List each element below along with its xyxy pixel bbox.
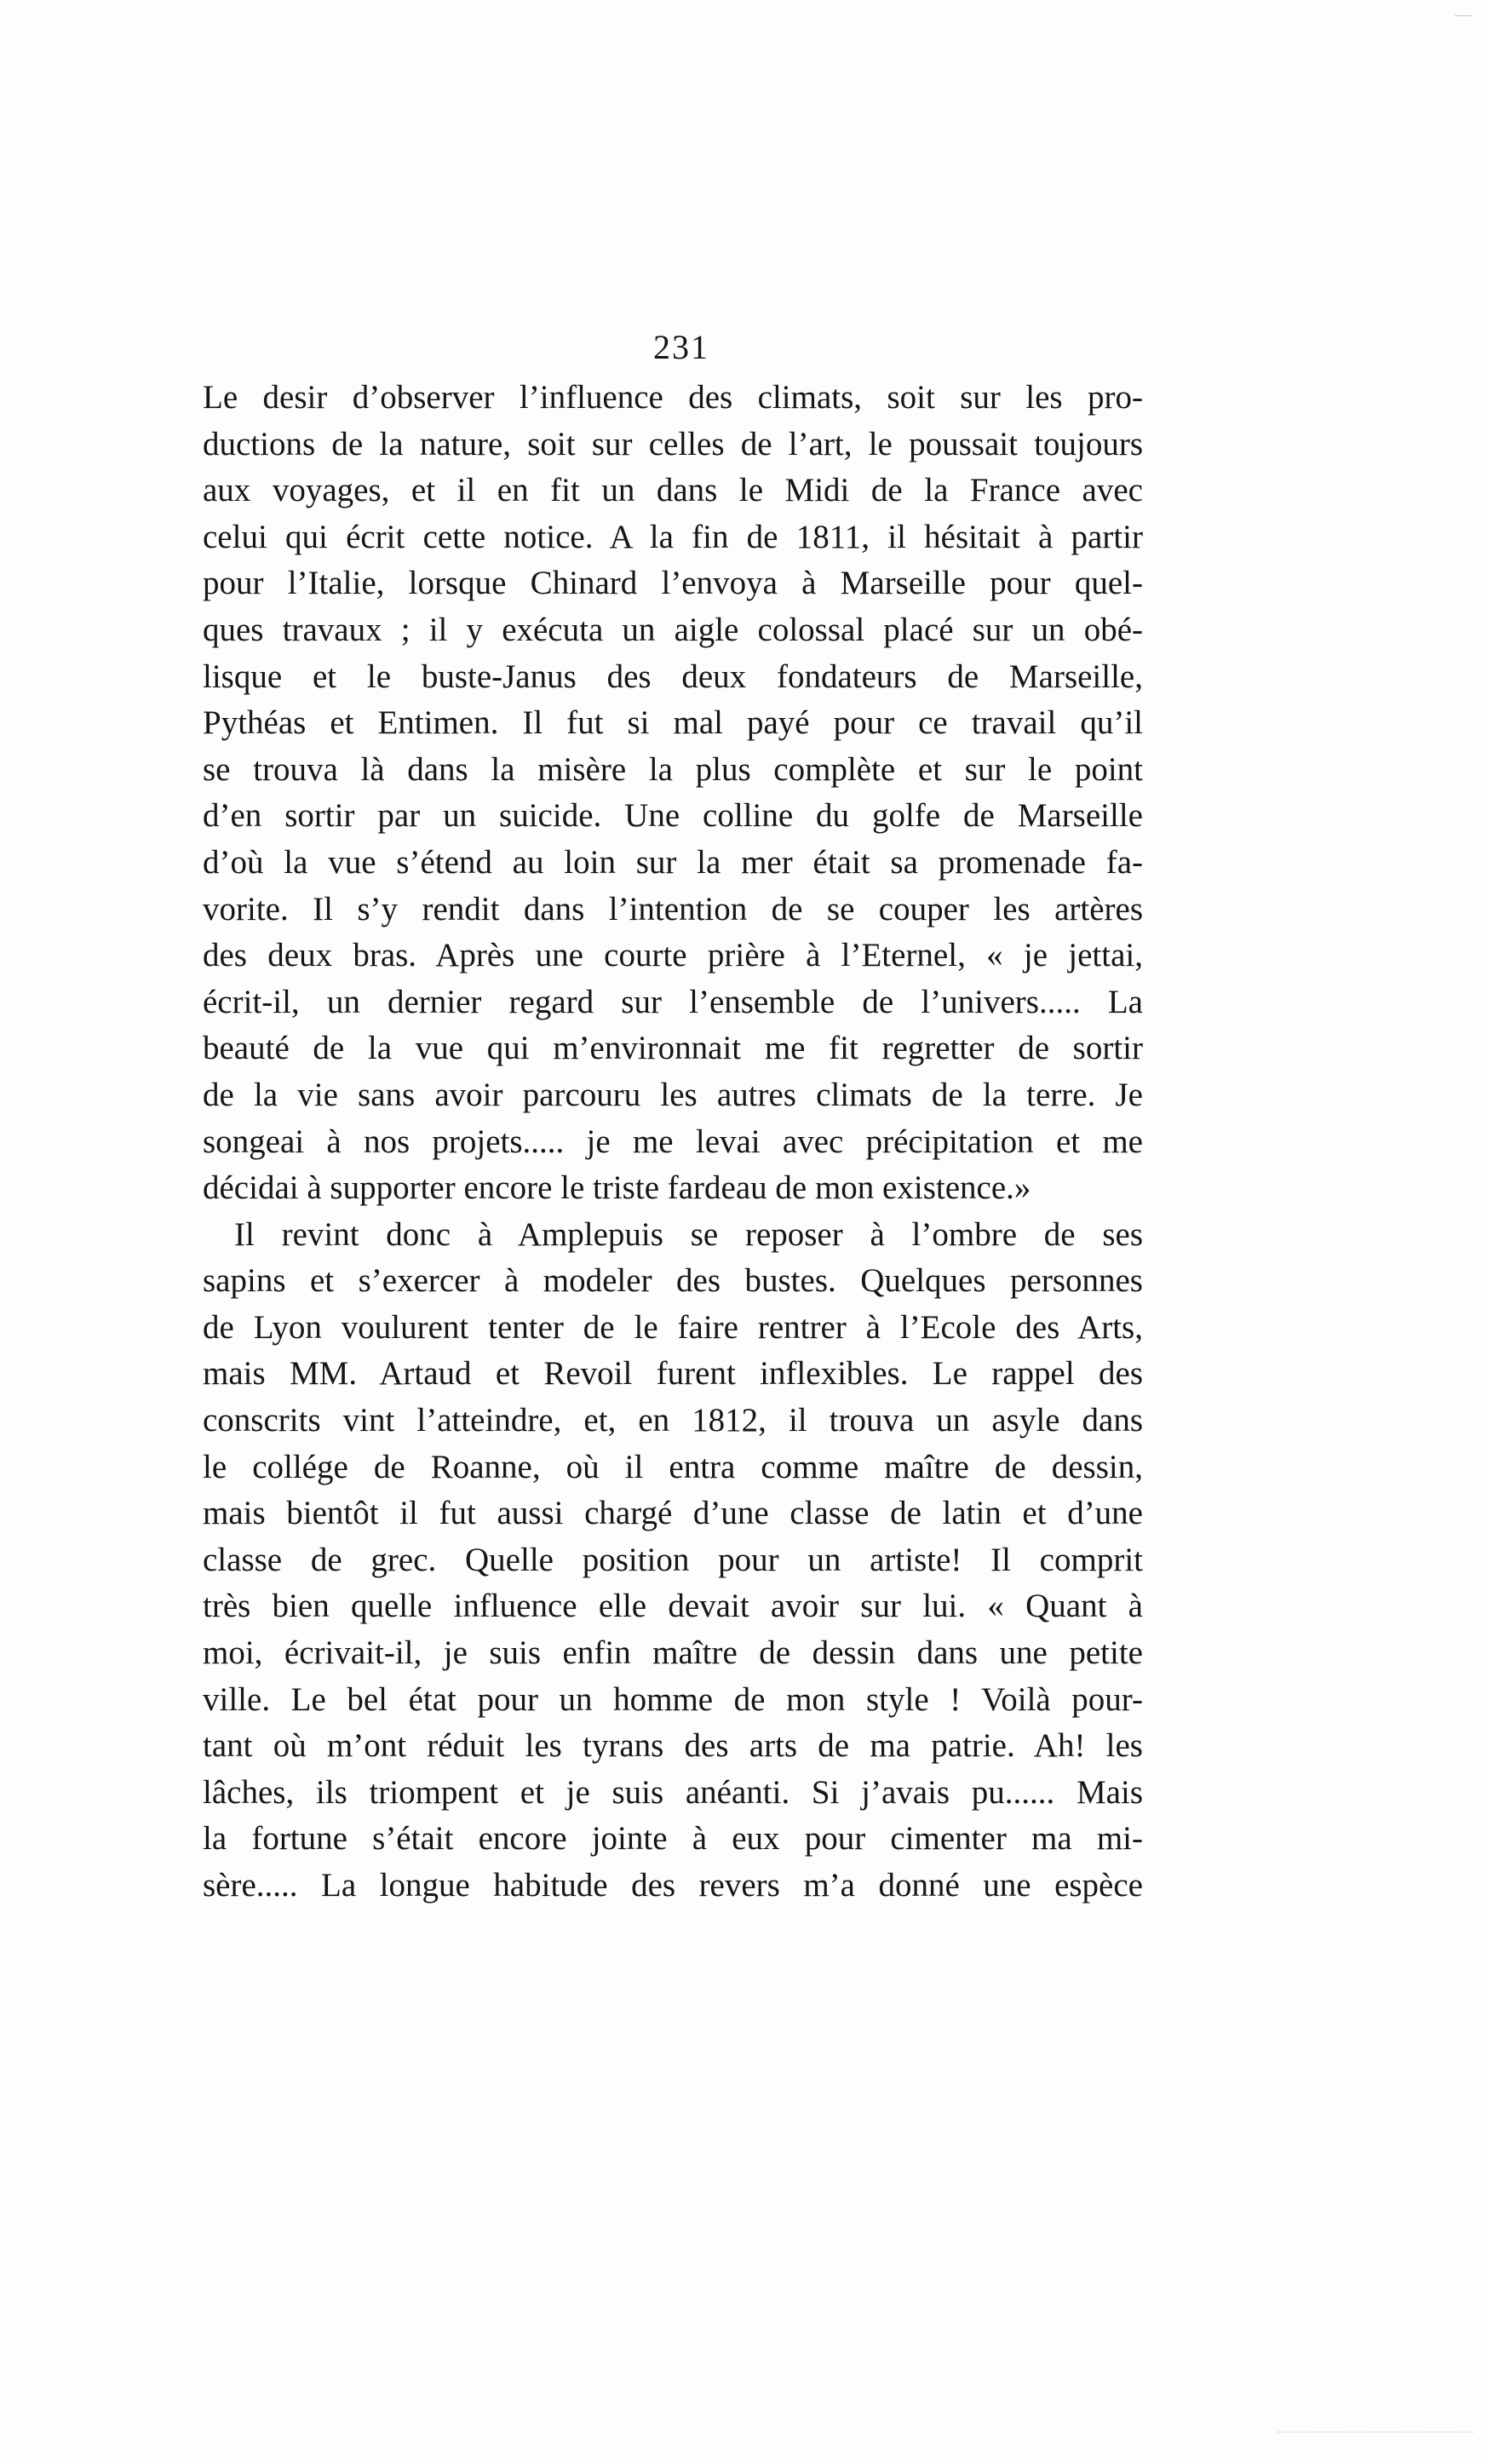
text-line: de la vie sans avoir parcouru les autres climats de la terre. Je (203, 1076, 1143, 1113)
text-line: écrit-il, un dernier regard sur l’ensemble de l’univers..... La (203, 983, 1143, 1020)
text-line: d’en sortir par un suicide. Une colline du golfe de Marseille (203, 797, 1143, 835)
text-line: ques travaux ; il y exécuta un aigle colossal placé sur un obé- (203, 611, 1143, 648)
text-line: d’où la vue s’étend au loin sur la mer était sa promenade fa- (203, 843, 1143, 881)
page-number: 231 (653, 328, 709, 366)
text-line: sapins et s’exercer à modeler des bustes. Quelques personnes (203, 1262, 1143, 1300)
text-line: Il revint donc à Amplepuis se reposer à l’ombre de ses (234, 1215, 1143, 1253)
body-text (203, 375, 1143, 1910)
text-line: aux voyages, et il en fit un dans le Midi de la France avec (203, 472, 1143, 509)
text-line: mais bientôt il fut aussi chargé d’une classe de latin et d’une (203, 1495, 1143, 1532)
text-line: pour l’Italie, lorsque Chinard l’envoya à Marseille pour quel- (203, 565, 1143, 602)
scan-edge-mark (1277, 2432, 1473, 2433)
text-line: songeai à nos projets..... je me levai avec précipitation et me (203, 1123, 1143, 1160)
text-line: se trouva là dans la misère la plus complète et sur le point (203, 750, 1143, 788)
text-line: de Lyon voulurent tenter de le faire rentrer à l’Ecole des Arts, (203, 1308, 1143, 1346)
text-line: Pythéas et Entimen. Il fut si mal payé pour ce travail qu’il (203, 704, 1143, 742)
text-line: beauté de la vue qui m’environnait me fit regretter de sortir (203, 1030, 1143, 1067)
text-line: lisque et le buste-Janus des deux fondateurs de Marseille, (203, 658, 1143, 695)
text-line: des deux bras. Après une courte prière à l’Eternel, « je jettai, (203, 937, 1143, 974)
text-line: celui qui écrit cette notice. A la fin de 1811, il hésitait à partir (203, 518, 1143, 555)
text-line: sère..... La longue habitude des revers m’a donné une espèce (203, 1867, 1143, 1904)
scan-edge-mark (1455, 15, 1472, 16)
text-line: ductions de la nature, soit sur celles de l’art, le poussait toujours (203, 425, 1143, 462)
text-line: la fortune s’était encore jointe à eux pour cimenter ma mi- (203, 1820, 1143, 1858)
text-line: mais MM. Artaud et Revoil furent inflexibles. Le rappel des (203, 1355, 1143, 1393)
text-line: tant où m’ont réduit les tyrans des arts de ma patrie. Ah! les (203, 1727, 1143, 1765)
text-line: le collége de Roanne, où il entra comme maître de dessin, (203, 1448, 1143, 1485)
text-line: très bien quelle influence elle devait avoir sur lui. « Quant à (203, 1588, 1143, 1625)
text-line: décidai à supporter encore le triste fardeau de mon existence.» (203, 1169, 1031, 1207)
text-line: lâches, ils triompent et je suis anéanti. Si j’avais pu...... Mais (203, 1773, 1143, 1811)
text-line: conscrits vint l’atteindre, et, en 1812, il trouva un asyle dans (203, 1402, 1143, 1439)
text-line: moi, écrivait-il, je suis enfin maître de dessin dans une petite (203, 1634, 1143, 1672)
text-line: Le desir d’observer l’influence des climats, soit sur les pro- (203, 379, 1143, 416)
text-line: classe de grec. Quelle position pour un artiste! Il comprit (203, 1541, 1143, 1578)
text-line: vorite. Il s’y rendit dans l’intention de se couper les artères (203, 890, 1143, 928)
text-line: ville. Le bel état pour un homme de mon style ! Voilà pour- (203, 1680, 1143, 1718)
